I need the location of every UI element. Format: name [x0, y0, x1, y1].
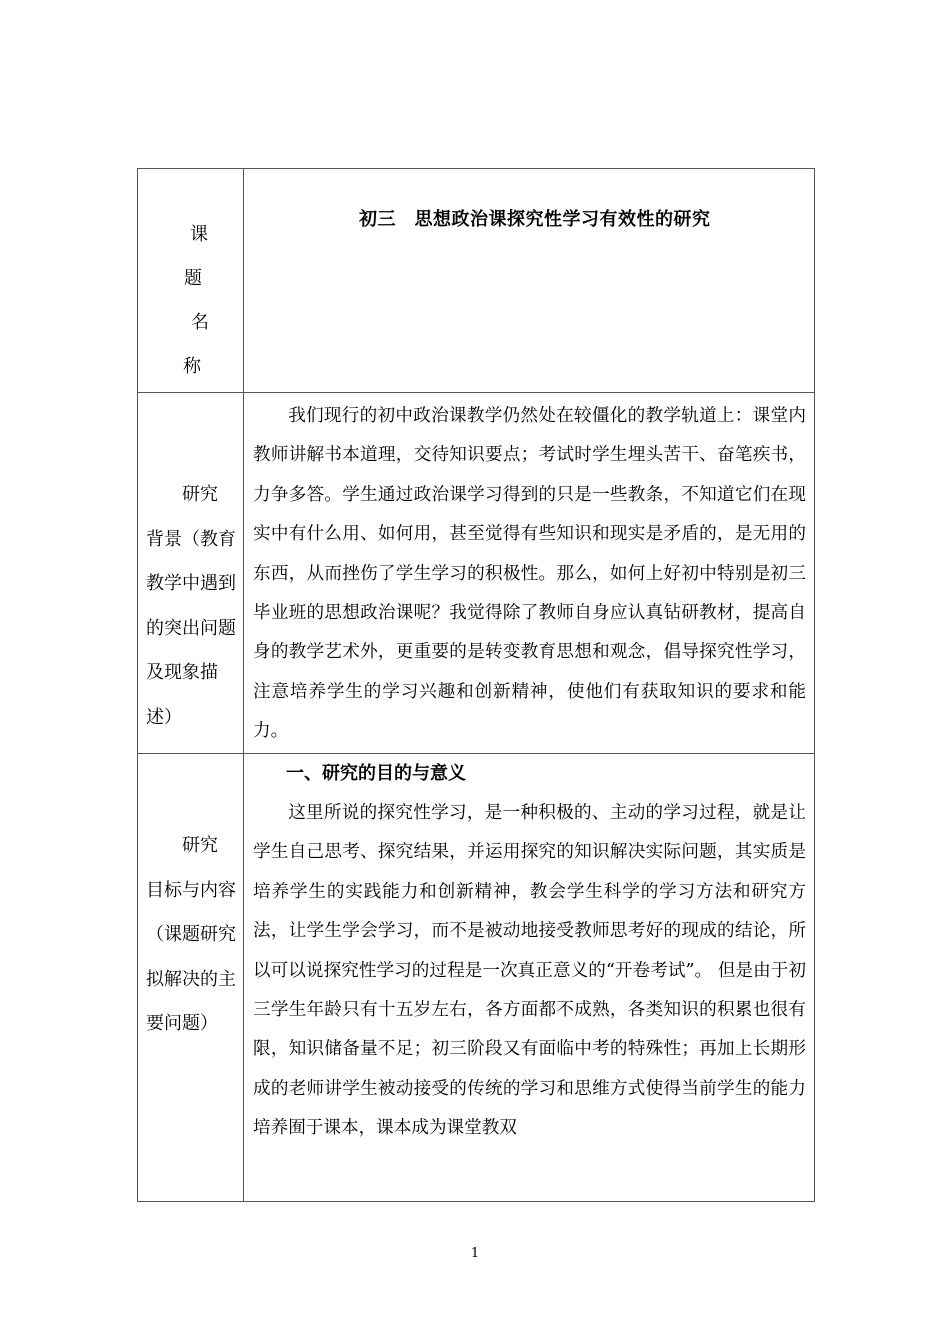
topic-label-char-3: 名: [191, 312, 209, 333]
background-label-cell: [138, 393, 244, 754]
goals-label-cell: [138, 754, 244, 1202]
background-label-first: 研究: [182, 484, 218, 505]
background-paragraph: 我们现行的初中政治课教学仍然处在较僵化的教学轨道上：课堂内教师讲解书本道理，交待知识要点；考试时学生埋头苦干、奋笔疾书，力争多答。学生通过政治课学习得到的只是一些教条，不知道它们在现实中有什么用、如何用，甚至觉得有些知识和现实是矛盾的，是无用的东西，从而挫伤了学生学习的积极性。那么，如何上好初中特别是初三毕业班的思想政治课呢？我觉得除了教师自身应认真钻研教材，提高自身的教学艺术外，更重要的是转变教育思想和观念，倡导探究性学习，注意培养学生的学习兴趣和创新精神，使他们有获取知识的要求和能力。: [253, 406, 806, 742]
goals-content-cell: [244, 754, 815, 1202]
goals-label: [138, 754, 243, 1047]
background-label-rest: 背景（教育教学中遇到的突出问题及现象描述）: [146, 528, 236, 728]
goals-label-first: 研究: [182, 835, 218, 856]
topic-content-cell: [244, 169, 815, 393]
background-content-cell: [244, 393, 815, 754]
topic-label-char-2: 题: [184, 268, 202, 289]
goals-paragraph: 这里所说的探究性学习，是一种积极的、主动的学习过程，就是让学生自己思考、探究结果，并运用探究的知识解决实际问题，其实质是培养学生的实践能力和创新精神，教会学生科学的学习方法和研究方法，让学生学会学习，而不是被动地接受教师思考好的现成的结论，所以可以说探究性学习的过程是一次真正意义的“开卷考试”。 但是由于初三学生年龄只有十五岁左右，各方面都不成熟，各类知识的积累也很有限，知识储备量不足；初三阶段又有面临中考的特殊性；再加上长期形成的老师讲学生被动接受的传统的学习和思维方式使得当前学生的能力培养囿于课本，课本成为课堂教双: [253, 803, 806, 1139]
section-heading: 一、研究的目的与意义: [286, 763, 466, 784]
research-form-table: [137, 168, 815, 1202]
topic-label-cell: [138, 169, 244, 393]
topic-label-char-4: 称: [183, 356, 201, 377]
goals-row: [138, 754, 815, 1202]
background-row: [138, 393, 815, 754]
topic-title: 初三 思想政治课探究性学习有效性的研究: [359, 209, 711, 230]
goals-label-rest: 目标与内容（课题研究拟解决的主要问题）: [146, 879, 236, 1034]
topic-label-char-1: 课: [190, 224, 208, 245]
topic-label: [138, 169, 243, 389]
topic-row: [138, 169, 815, 393]
page-number: 1: [470, 1246, 480, 1261]
background-label: [138, 393, 243, 740]
